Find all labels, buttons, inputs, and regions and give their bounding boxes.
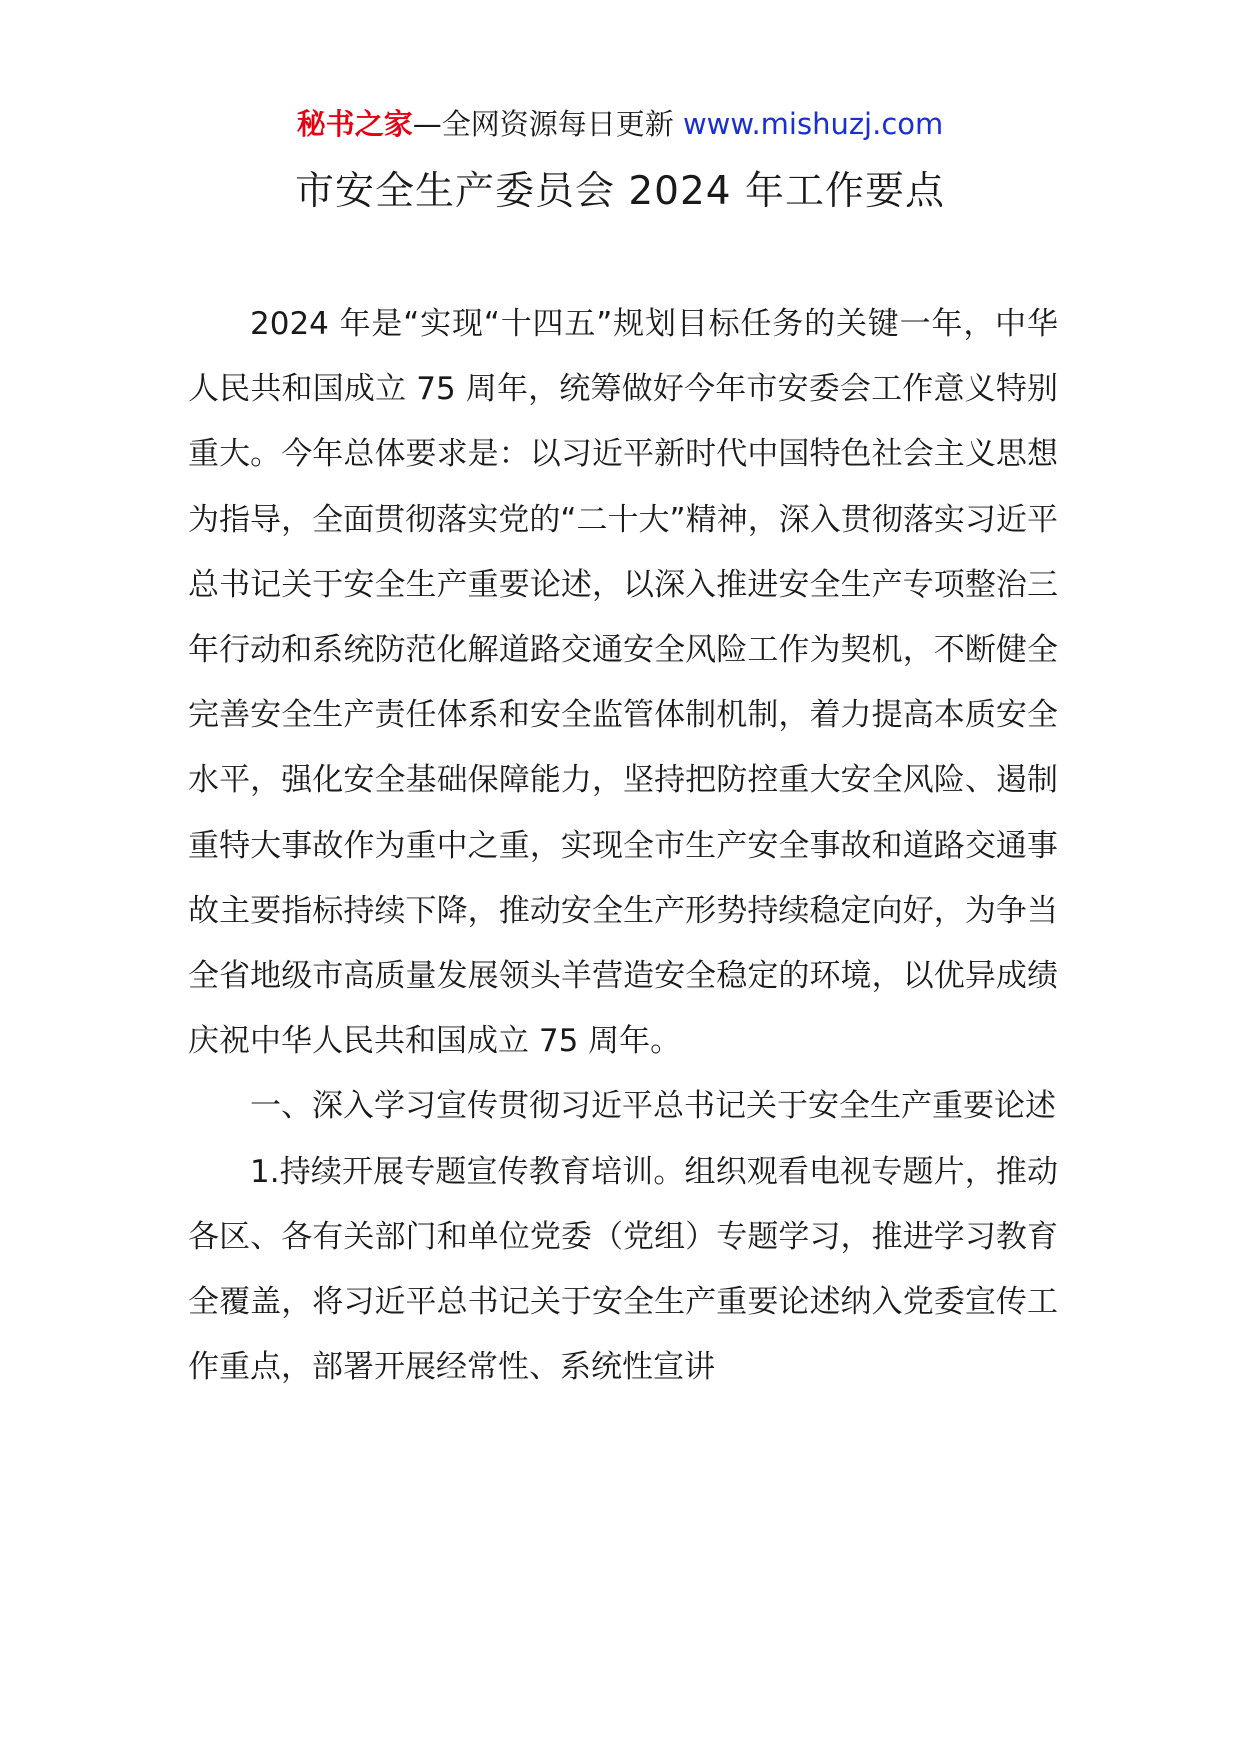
intro-paragraph: 2024 年是“实现“十四五”规划目标任务的关键一年，中华人民共和国成立 75 周年，统筹做好今年市安委会工作意义特别重大。今年总体要求是：以习近平新时代中国特色社会主义思想为指导，全面贯彻落实党的“二十大”精神，深入贯彻落实习近平总书记关于安全生产重要论述，以深入推进安全生产专项整治三年行动和系统防范化解道路交通安全风险工作为契机，不断健全完善安全生产责任体系和安全监管体制机制，着力提高本质安全水平，强化安全基础保障能力，坚持把防控重大安全风险、遏制重特大事故作为重中之重，实现全市生产安全事故和道路交通事故主要指标持续下降，推动安全生产形势持续稳定向好，为争当全省地级市高质量发展领头羊营造安全稳定的环境，以优异成绩庆祝中华人民共和国成立 75 周年。 (188, 306, 1058, 1060)
site-url[interactable]: www.mishuzj.com (682, 107, 944, 141)
site-slogan: —全网资源每日更新 (412, 107, 683, 141)
document-title: 市安全生产委员会 2024 年工作要点 (294, 169, 946, 214)
document-body (188, 292, 1058, 1400)
item-paragraph-1: 1.持续开展专题宣传教育培训。组织观看电视专题片，推动各区、各有关部门和单位党委（党组）专题学习，推进学习教育全覆盖，将习近平总书记关于安全生产重要论述纳入党委宣传工作重点，部署开展经常性、系统性宣讲 (188, 1153, 1058, 1386)
section-heading-1: 一、深入学习宣传贯彻习近平总书记关于安全生产重要论述 (250, 1088, 1056, 1125)
site-header (0, 104, 1240, 144)
site-brand: 秘书之家 (296, 107, 413, 141)
